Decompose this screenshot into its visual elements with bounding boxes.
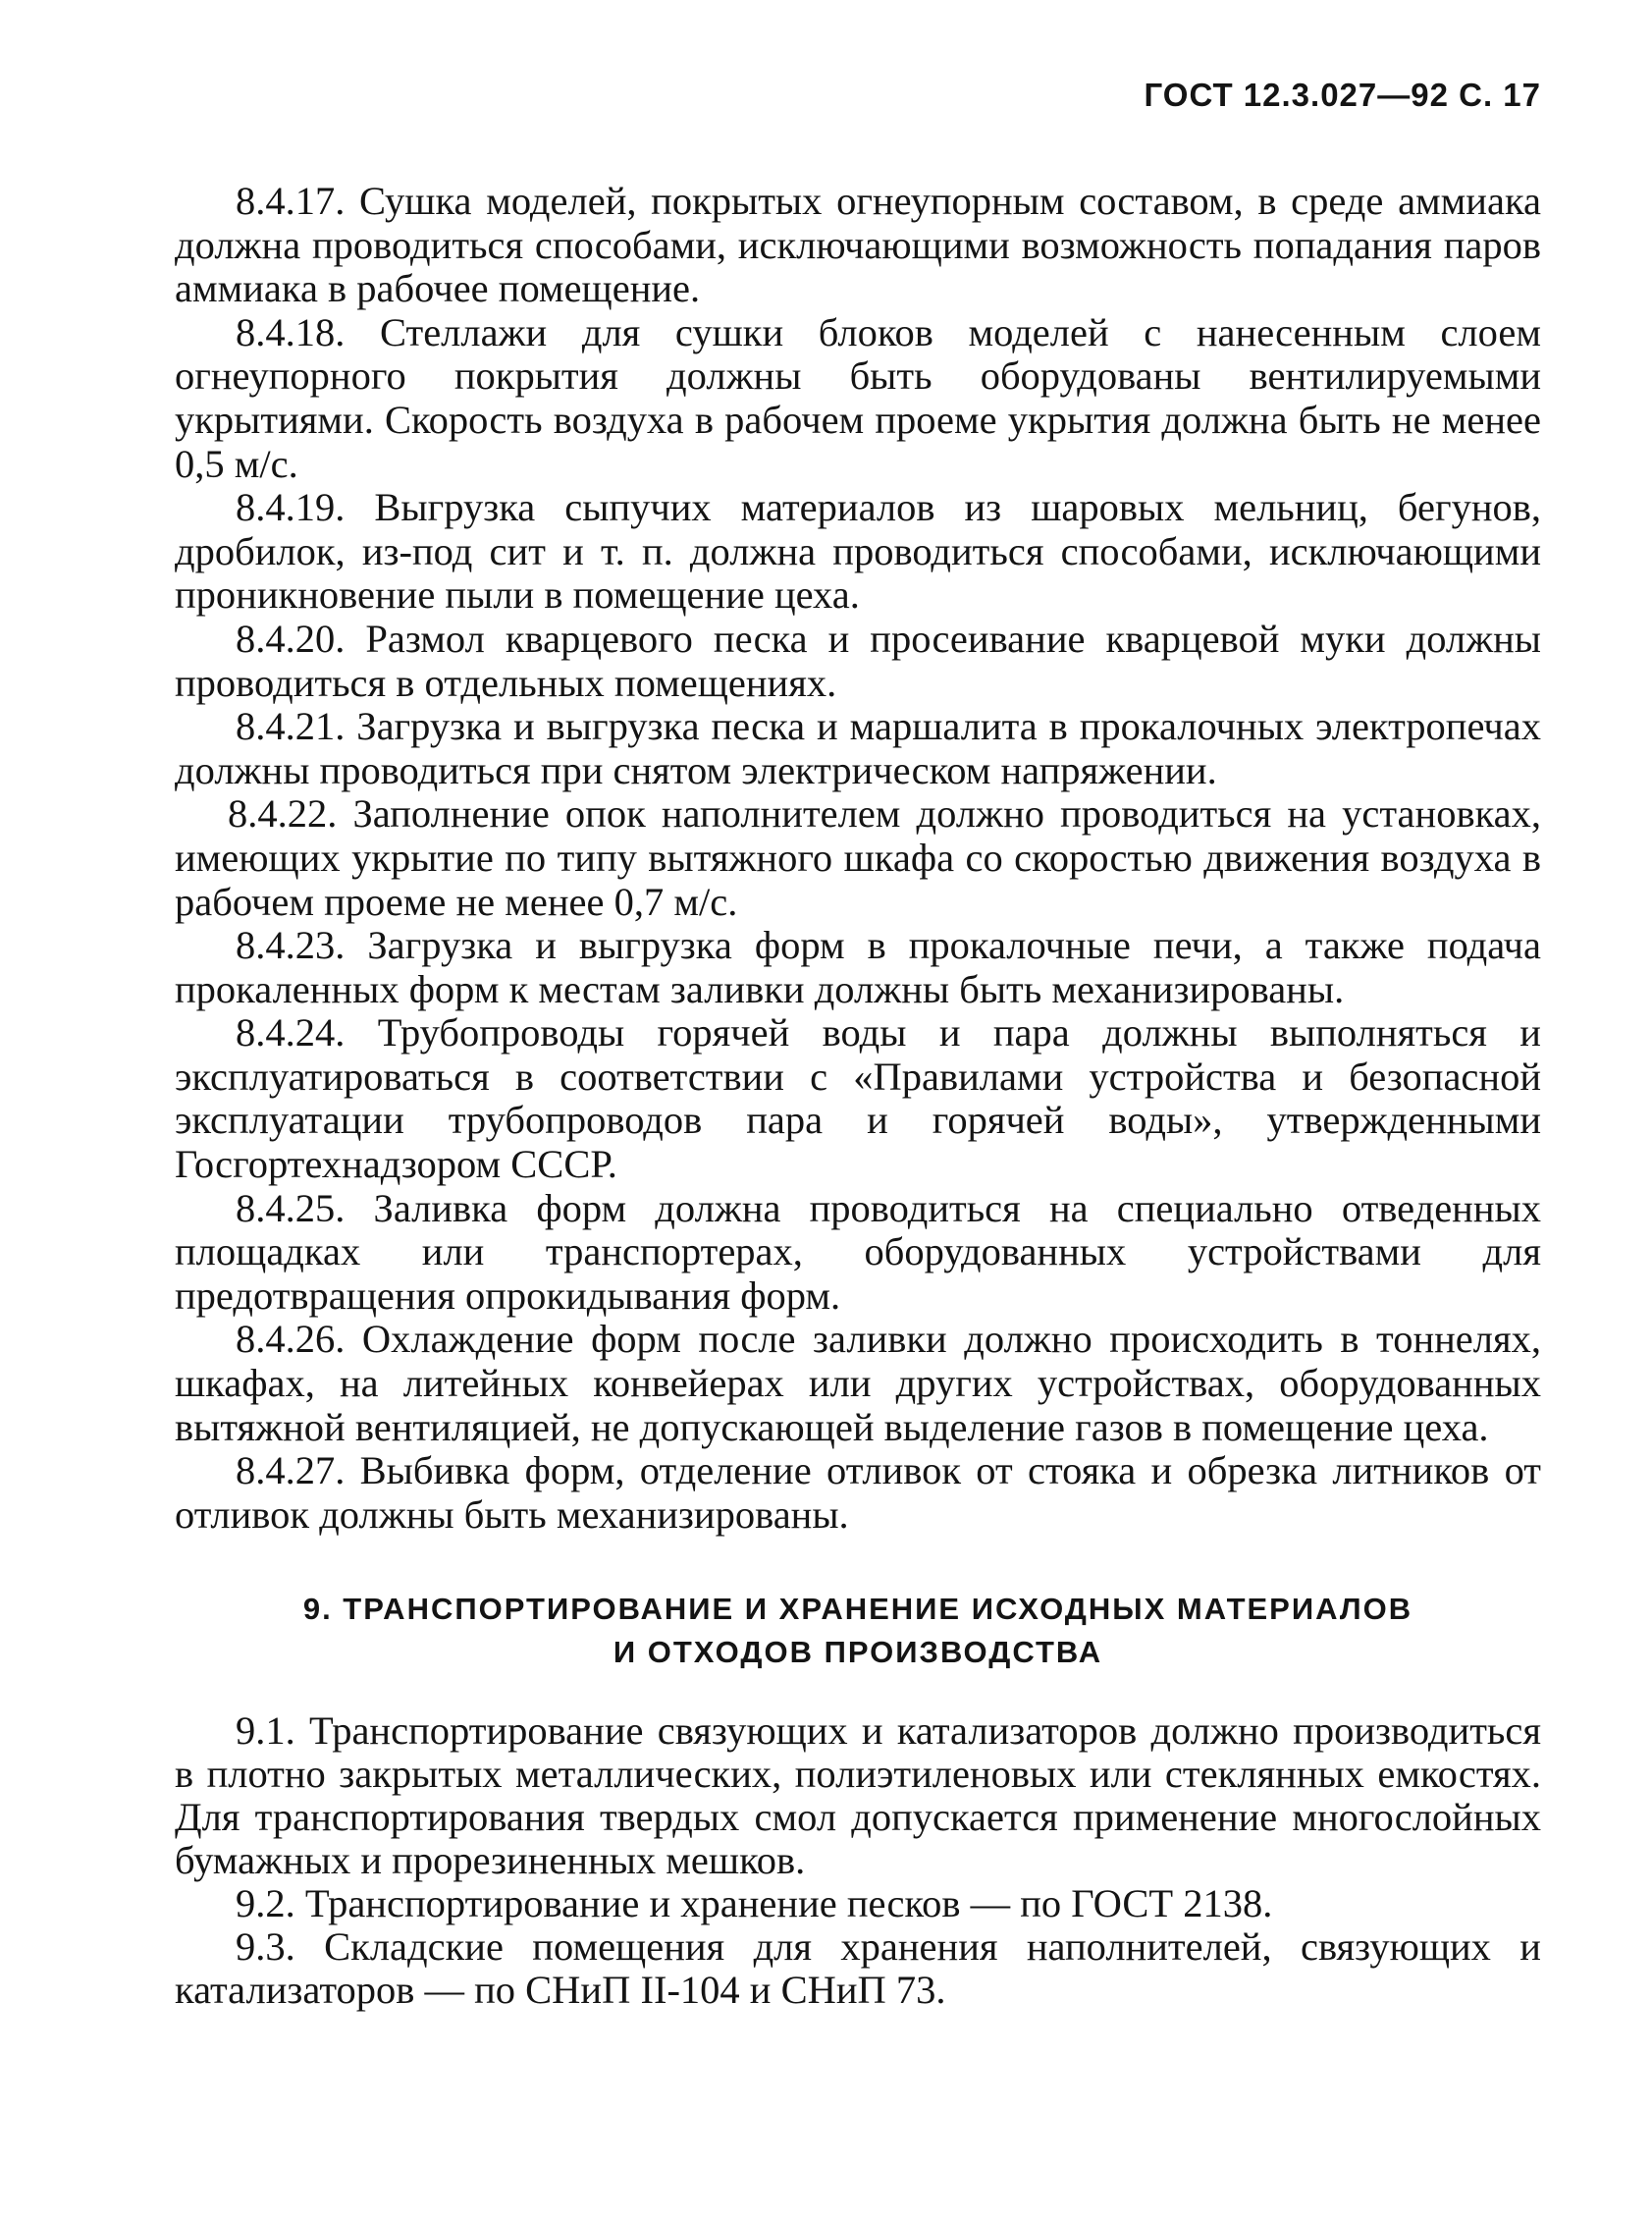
- clause-8-4-18: 8.4.18. Стеллажи для сушки блоков моделей с нанесенным слоем огнеупорного покрытия должны быть оборудованы вентилируемыми укрытиями. Скорость воздуха в рабочем проеме укрытия должна быть не менее 0,5 м/с.: [175, 309, 1541, 486]
- section-9-heading: [175, 1588, 1541, 1674]
- clause-8-4-20: 8.4.20. Размол кварцевого песка и просеивание кварцевой муки должны проводиться в отдельных помещениях.: [175, 616, 1541, 705]
- clause-8-4-21: 8.4.21. Загрузка и выгрузка песка и маршалита в прокалочных электропечах должны проводиться при снятом электрическом напряжении.: [175, 704, 1541, 792]
- clause-8-4-24: 8.4.24. Трубопроводы горячей воды и пара должны выполняться и эксплуатироваться в соответствии с «Правилами устройства и безопасной эксплуатации трубопроводов пара и горячей воды», утвержденными Госгортехнадзором СССР.: [175, 1010, 1541, 1187]
- clause-9-1: 9.1. Транспортирование связующих и катализаторов должно производиться в плотно закрытых металлических, полиэтиленовых или стеклянных емкостях. Для транспортирования твердых смол допускается применение многослойных бумажных и прорезиненных мешков.: [175, 1708, 1541, 1883]
- clause-8-4-27: 8.4.27. Выбивка форм, отделение отливок от стояка и обрезка литников от отливок должны быть механизированы.: [175, 1448, 1541, 1537]
- clause-9-2: 9.2. Транспортирование и хранение песков — по ГОСТ 2138.: [236, 1881, 1273, 1926]
- section-9-heading-line1: 9. ТРАНСПОРТИРОВАНИЕ И ХРАНЕНИЕ ИСХОДНЫХ МАТЕРИАЛОВ: [302, 1592, 1413, 1627]
- clause-9-3: 9.3. Складские помещения для хранения наполнителей, связующих и катализаторов — по СНиП II-104 и СНиП 73.: [175, 1924, 1541, 2013]
- clause-8-4-22: 8.4.22. Заполнение опок наполнителем должно проводиться на установках, имеющих укрытие по типу вытяжного шкафа со скоростью движения воздуха в рабочем проеме не менее 0,7 м/с.: [175, 791, 1541, 924]
- clause-8-4-25: 8.4.25. Заливка форм должна проводиться на специально отведенных площадках или транспортерах, оборудованных устройствами для предотвращения опрокидывания форм.: [175, 1185, 1541, 1318]
- clause-8-4-17: 8.4.17. Сушка моделей, покрытых огнеупорным составом, в среде аммиака должна проводиться способами, исключающими возможность попадания паров аммиака в рабочее помещение.: [175, 179, 1541, 311]
- clause-8-4-23: 8.4.23. Загрузка и выгрузка форм в прокалочные печи, а также подача прокаленных форм к местам заливки должны быть механизированы.: [175, 923, 1541, 1011]
- running-header: ГОСТ 12.3.027—92 С. 17: [1144, 77, 1541, 113]
- section-9-heading-line2: И ОТХОДОВ ПРОИЗВОДСТВА: [613, 1635, 1103, 1670]
- clause-8-4-19: 8.4.19. Выгрузка сыпучих материалов из шаровых мельниц, бегунов, дробилок, из-под сит и т. п. должна проводиться способами, исключающими проникновение пыли в помещение цеха.: [175, 485, 1541, 618]
- page-body: [175, 180, 1541, 2012]
- clause-8-4-26: 8.4.26. Охлаждение форм после заливки должно происходить в тоннелях, шкафах, на литейных конвейерах или других устройствах, оборудованных вытяжной вентиляцией, не допускающей выделение газов в помещение цеха.: [175, 1317, 1541, 1449]
